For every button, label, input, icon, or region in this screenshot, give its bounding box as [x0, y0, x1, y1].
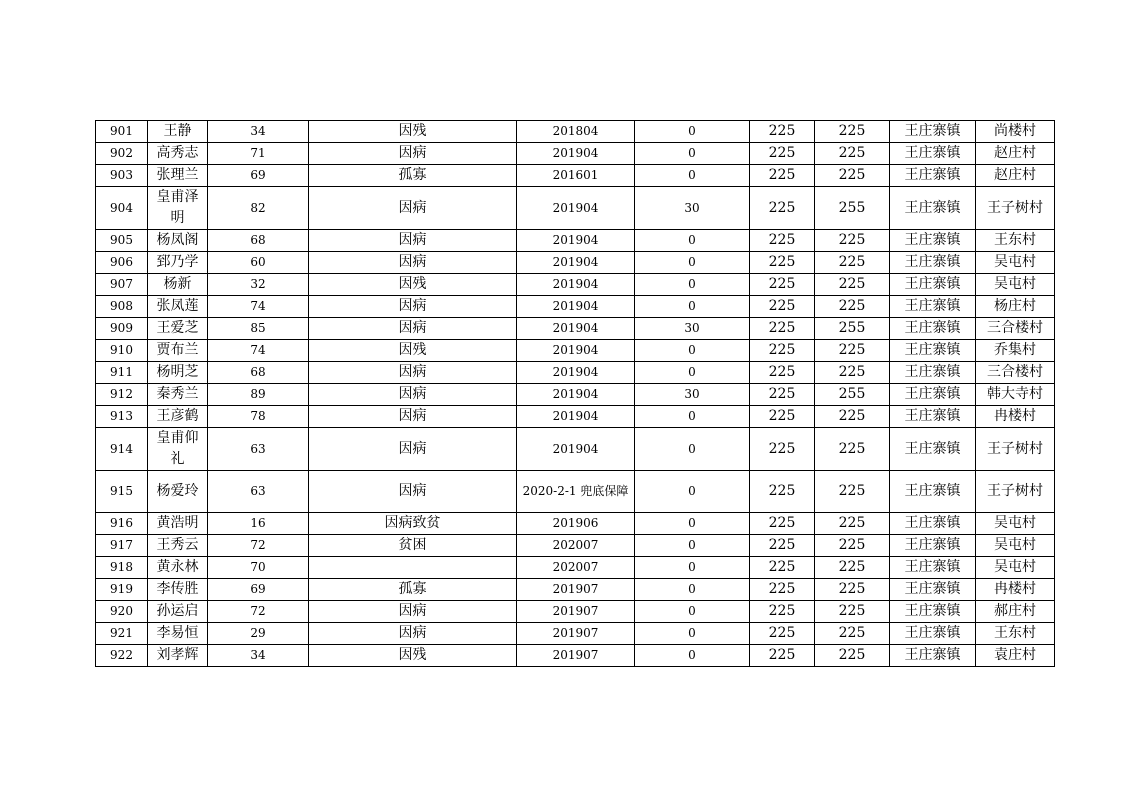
reason-cell: 因残 — [309, 340, 517, 362]
row-number-cell: 908 — [96, 296, 148, 318]
standard-amount-cell: 225 — [750, 557, 815, 579]
table-row — [96, 296, 1055, 318]
age-cell: 63 — [208, 471, 309, 513]
table-row — [96, 230, 1055, 252]
reason-cell: 因残 — [309, 274, 517, 296]
village-cell: 王子树村 — [976, 428, 1055, 471]
start-date-cell: 201907 — [517, 601, 635, 623]
total-amount-cell: 225 — [815, 252, 890, 274]
name-cell: 杨新 — [148, 274, 208, 296]
table-row — [96, 187, 1055, 230]
name-cell: 黄永林 — [148, 557, 208, 579]
reason-cell: 因病 — [309, 406, 517, 428]
total-amount-cell: 225 — [815, 579, 890, 601]
table-row — [96, 623, 1055, 645]
subsidy-cell: 0 — [635, 535, 750, 557]
village-cell: 袁庄村 — [976, 645, 1055, 667]
reason-cell: 因病 — [309, 428, 517, 471]
subsidy-cell: 30 — [635, 318, 750, 340]
village-cell: 郝庄村 — [976, 601, 1055, 623]
standard-amount-cell: 225 — [750, 645, 815, 667]
reason-cell — [309, 557, 517, 579]
row-number-cell: 921 — [96, 623, 148, 645]
reason-cell: 因病 — [309, 601, 517, 623]
subsidy-cell: 30 — [635, 187, 750, 230]
town-cell: 王庄寨镇 — [890, 384, 976, 406]
row-number-cell: 904 — [96, 187, 148, 230]
table-row — [96, 428, 1055, 471]
village-cell: 三合楼村 — [976, 362, 1055, 384]
name-cell: 李易恒 — [148, 623, 208, 645]
age-cell: 16 — [208, 513, 309, 535]
reason-cell: 因病 — [309, 384, 517, 406]
age-cell: 34 — [208, 121, 309, 143]
standard-amount-cell: 225 — [750, 513, 815, 535]
reason-cell: 因病 — [309, 471, 517, 513]
table-row — [96, 121, 1055, 143]
standard-amount-cell: 225 — [750, 471, 815, 513]
age-cell: 82 — [208, 187, 309, 230]
name-cell: 杨爱玲 — [148, 471, 208, 513]
start-date-cell: 201904 — [517, 187, 635, 230]
name-cell: 皇甫仰礼 — [148, 428, 208, 471]
subsidy-cell: 0 — [635, 362, 750, 384]
age-cell: 89 — [208, 384, 309, 406]
age-cell: 34 — [208, 645, 309, 667]
total-amount-cell: 225 — [815, 230, 890, 252]
start-date-cell: 202007 — [517, 557, 635, 579]
total-amount-cell: 225 — [815, 143, 890, 165]
standard-amount-cell: 225 — [750, 230, 815, 252]
total-amount-cell: 225 — [815, 471, 890, 513]
reason-cell: 孤寡 — [309, 165, 517, 187]
total-amount-cell: 225 — [815, 121, 890, 143]
standard-amount-cell: 225 — [750, 623, 815, 645]
standard-amount-cell: 225 — [750, 579, 815, 601]
town-cell: 王庄寨镇 — [890, 143, 976, 165]
village-cell: 三合楼村 — [976, 318, 1055, 340]
subsidy-cell: 0 — [635, 579, 750, 601]
row-number-cell: 906 — [96, 252, 148, 274]
table-row — [96, 318, 1055, 340]
subsidy-cell: 0 — [635, 230, 750, 252]
total-amount-cell: 225 — [815, 340, 890, 362]
start-date-cell: 2020-2-1 兜底保障 — [517, 471, 635, 513]
row-number-cell: 915 — [96, 471, 148, 513]
reason-cell: 因病 — [309, 252, 517, 274]
subsidy-cell: 0 — [635, 601, 750, 623]
town-cell: 王庄寨镇 — [890, 428, 976, 471]
name-cell: 李传胜 — [148, 579, 208, 601]
reason-cell: 因病 — [309, 143, 517, 165]
row-number-cell: 907 — [96, 274, 148, 296]
row-number-cell: 911 — [96, 362, 148, 384]
standard-amount-cell: 225 — [750, 601, 815, 623]
subsidy-cell: 0 — [635, 557, 750, 579]
total-amount-cell: 225 — [815, 165, 890, 187]
town-cell: 王庄寨镇 — [890, 165, 976, 187]
village-cell: 吴屯村 — [976, 557, 1055, 579]
town-cell: 王庄寨镇 — [890, 513, 976, 535]
row-number-cell: 910 — [96, 340, 148, 362]
subsidy-cell: 0 — [635, 252, 750, 274]
village-cell: 吴屯村 — [976, 274, 1055, 296]
row-number-cell: 920 — [96, 601, 148, 623]
reason-cell: 因病 — [309, 623, 517, 645]
standard-amount-cell: 225 — [750, 535, 815, 557]
table-row — [96, 274, 1055, 296]
table-row — [96, 471, 1055, 513]
reason-cell: 因病 — [309, 362, 517, 384]
name-cell: 刘孝辉 — [148, 645, 208, 667]
table-row — [96, 535, 1055, 557]
start-date-cell: 202007 — [517, 535, 635, 557]
standard-amount-cell: 225 — [750, 406, 815, 428]
subsidy-cell: 0 — [635, 623, 750, 645]
age-cell: 70 — [208, 557, 309, 579]
row-number-cell: 917 — [96, 535, 148, 557]
row-number-cell: 913 — [96, 406, 148, 428]
subsidy-cell: 0 — [635, 340, 750, 362]
town-cell: 王庄寨镇 — [890, 579, 976, 601]
town-cell: 王庄寨镇 — [890, 230, 976, 252]
total-amount-cell: 225 — [815, 406, 890, 428]
table-row — [96, 513, 1055, 535]
name-cell: 孙运启 — [148, 601, 208, 623]
start-date-cell: 201904 — [517, 428, 635, 471]
name-cell: 高秀志 — [148, 143, 208, 165]
start-date-cell: 201904 — [517, 143, 635, 165]
age-cell: 68 — [208, 362, 309, 384]
total-amount-cell: 225 — [815, 601, 890, 623]
total-amount-cell: 225 — [815, 513, 890, 535]
table-row — [96, 165, 1055, 187]
table-row — [96, 384, 1055, 406]
village-cell: 吴屯村 — [976, 535, 1055, 557]
reason-cell: 因病 — [309, 296, 517, 318]
reason-cell: 因病 — [309, 230, 517, 252]
total-amount-cell: 225 — [815, 535, 890, 557]
start-date-cell: 201904 — [517, 384, 635, 406]
name-cell: 皇甫泽明 — [148, 187, 208, 230]
subsidy-cell: 0 — [635, 513, 750, 535]
age-cell: 32 — [208, 274, 309, 296]
village-cell: 杨庄村 — [976, 296, 1055, 318]
table-body — [96, 121, 1055, 667]
total-amount-cell: 225 — [815, 274, 890, 296]
reason-cell: 因残 — [309, 121, 517, 143]
total-amount-cell: 225 — [815, 645, 890, 667]
start-date-cell: 201907 — [517, 579, 635, 601]
start-date-cell: 201904 — [517, 296, 635, 318]
age-cell: 63 — [208, 428, 309, 471]
name-cell: 郅乃学 — [148, 252, 208, 274]
total-amount-cell: 255 — [815, 318, 890, 340]
age-cell: 72 — [208, 535, 309, 557]
reason-cell: 贫困 — [309, 535, 517, 557]
total-amount-cell: 225 — [815, 362, 890, 384]
village-cell: 王东村 — [976, 230, 1055, 252]
table-row — [96, 645, 1055, 667]
town-cell: 王庄寨镇 — [890, 557, 976, 579]
village-cell: 冉楼村 — [976, 406, 1055, 428]
total-amount-cell: 225 — [815, 296, 890, 318]
age-cell: 78 — [208, 406, 309, 428]
row-number-cell: 914 — [96, 428, 148, 471]
start-date-cell: 201904 — [517, 340, 635, 362]
name-cell: 王静 — [148, 121, 208, 143]
total-amount-cell: 225 — [815, 428, 890, 471]
row-number-cell: 912 — [96, 384, 148, 406]
name-cell: 王秀云 — [148, 535, 208, 557]
town-cell: 王庄寨镇 — [890, 187, 976, 230]
age-cell: 69 — [208, 579, 309, 601]
row-number-cell: 903 — [96, 165, 148, 187]
subsidy-cell: 0 — [635, 121, 750, 143]
subsidy-cell: 0 — [635, 143, 750, 165]
table-row — [96, 362, 1055, 384]
start-date-cell: 201904 — [517, 362, 635, 384]
start-date-cell: 201906 — [517, 513, 635, 535]
name-cell: 杨凤阁 — [148, 230, 208, 252]
name-cell: 黄浩明 — [148, 513, 208, 535]
table-row — [96, 143, 1055, 165]
reason-cell: 因病 — [309, 187, 517, 230]
name-cell: 秦秀兰 — [148, 384, 208, 406]
subsidy-cell: 0 — [635, 165, 750, 187]
subsidy-cell: 0 — [635, 274, 750, 296]
town-cell: 王庄寨镇 — [890, 252, 976, 274]
village-cell: 乔集村 — [976, 340, 1055, 362]
town-cell: 王庄寨镇 — [890, 340, 976, 362]
table-row — [96, 252, 1055, 274]
reason-cell: 因病 — [309, 318, 517, 340]
standard-amount-cell: 225 — [750, 384, 815, 406]
row-number-cell: 922 — [96, 645, 148, 667]
reason-cell: 孤寡 — [309, 579, 517, 601]
name-cell: 王彦鹤 — [148, 406, 208, 428]
row-number-cell: 901 — [96, 121, 148, 143]
village-cell: 赵庄村 — [976, 165, 1055, 187]
row-number-cell: 916 — [96, 513, 148, 535]
start-date-cell: 201907 — [517, 645, 635, 667]
table-row — [96, 601, 1055, 623]
subsidy-cell: 0 — [635, 296, 750, 318]
standard-amount-cell: 225 — [750, 187, 815, 230]
start-date-cell: 201904 — [517, 252, 635, 274]
start-date-cell: 201904 — [517, 230, 635, 252]
town-cell: 王庄寨镇 — [890, 318, 976, 340]
standard-amount-cell: 225 — [750, 121, 815, 143]
town-cell: 王庄寨镇 — [890, 471, 976, 513]
village-cell: 吴屯村 — [976, 513, 1055, 535]
age-cell: 60 — [208, 252, 309, 274]
name-cell: 王爱芝 — [148, 318, 208, 340]
total-amount-cell: 255 — [815, 384, 890, 406]
table-row — [96, 406, 1055, 428]
row-number-cell: 909 — [96, 318, 148, 340]
start-date-cell: 201904 — [517, 274, 635, 296]
village-cell: 赵庄村 — [976, 143, 1055, 165]
start-date-cell: 201804 — [517, 121, 635, 143]
village-cell: 吴屯村 — [976, 252, 1055, 274]
town-cell: 王庄寨镇 — [890, 121, 976, 143]
table-row — [96, 579, 1055, 601]
table-row — [96, 340, 1055, 362]
standard-amount-cell: 225 — [750, 428, 815, 471]
age-cell: 69 — [208, 165, 309, 187]
town-cell: 王庄寨镇 — [890, 274, 976, 296]
row-number-cell: 918 — [96, 557, 148, 579]
village-cell: 王子树村 — [976, 187, 1055, 230]
subsidy-cell: 30 — [635, 384, 750, 406]
name-cell: 杨明芝 — [148, 362, 208, 384]
start-date-cell: 201907 — [517, 623, 635, 645]
town-cell: 王庄寨镇 — [890, 623, 976, 645]
town-cell: 王庄寨镇 — [890, 645, 976, 667]
town-cell: 王庄寨镇 — [890, 535, 976, 557]
standard-amount-cell: 225 — [750, 340, 815, 362]
age-cell: 74 — [208, 340, 309, 362]
start-date-cell: 201601 — [517, 165, 635, 187]
town-cell: 王庄寨镇 — [890, 406, 976, 428]
reason-cell: 因病致贫 — [309, 513, 517, 535]
age-cell: 68 — [208, 230, 309, 252]
subsidy-cell: 0 — [635, 471, 750, 513]
village-cell: 尚楼村 — [976, 121, 1055, 143]
total-amount-cell: 225 — [815, 557, 890, 579]
standard-amount-cell: 225 — [750, 143, 815, 165]
town-cell: 王庄寨镇 — [890, 601, 976, 623]
start-date-cell: 201904 — [517, 406, 635, 428]
row-number-cell: 905 — [96, 230, 148, 252]
name-cell: 张理兰 — [148, 165, 208, 187]
age-cell: 85 — [208, 318, 309, 340]
standard-amount-cell: 225 — [750, 165, 815, 187]
village-cell: 王东村 — [976, 623, 1055, 645]
subsidy-cell: 0 — [635, 645, 750, 667]
row-number-cell: 919 — [96, 579, 148, 601]
town-cell: 王庄寨镇 — [890, 296, 976, 318]
age-cell: 29 — [208, 623, 309, 645]
total-amount-cell: 225 — [815, 623, 890, 645]
standard-amount-cell: 225 — [750, 274, 815, 296]
village-cell: 王子树村 — [976, 471, 1055, 513]
age-cell: 71 — [208, 143, 309, 165]
standard-amount-cell: 225 — [750, 252, 815, 274]
standard-amount-cell: 225 — [750, 318, 815, 340]
town-cell: 王庄寨镇 — [890, 362, 976, 384]
reason-cell: 因残 — [309, 645, 517, 667]
age-cell: 72 — [208, 601, 309, 623]
village-cell: 韩大寺村 — [976, 384, 1055, 406]
start-date-cell: 201904 — [517, 318, 635, 340]
table-row — [96, 557, 1055, 579]
age-cell: 74 — [208, 296, 309, 318]
subsidy-cell: 0 — [635, 428, 750, 471]
relief-recipients-table — [95, 120, 1055, 667]
standard-amount-cell: 225 — [750, 296, 815, 318]
name-cell: 贾布兰 — [148, 340, 208, 362]
name-cell: 张凤莲 — [148, 296, 208, 318]
subsidy-cell: 0 — [635, 406, 750, 428]
row-number-cell: 902 — [96, 143, 148, 165]
standard-amount-cell: 225 — [750, 362, 815, 384]
total-amount-cell: 255 — [815, 187, 890, 230]
village-cell: 冉楼村 — [976, 579, 1055, 601]
